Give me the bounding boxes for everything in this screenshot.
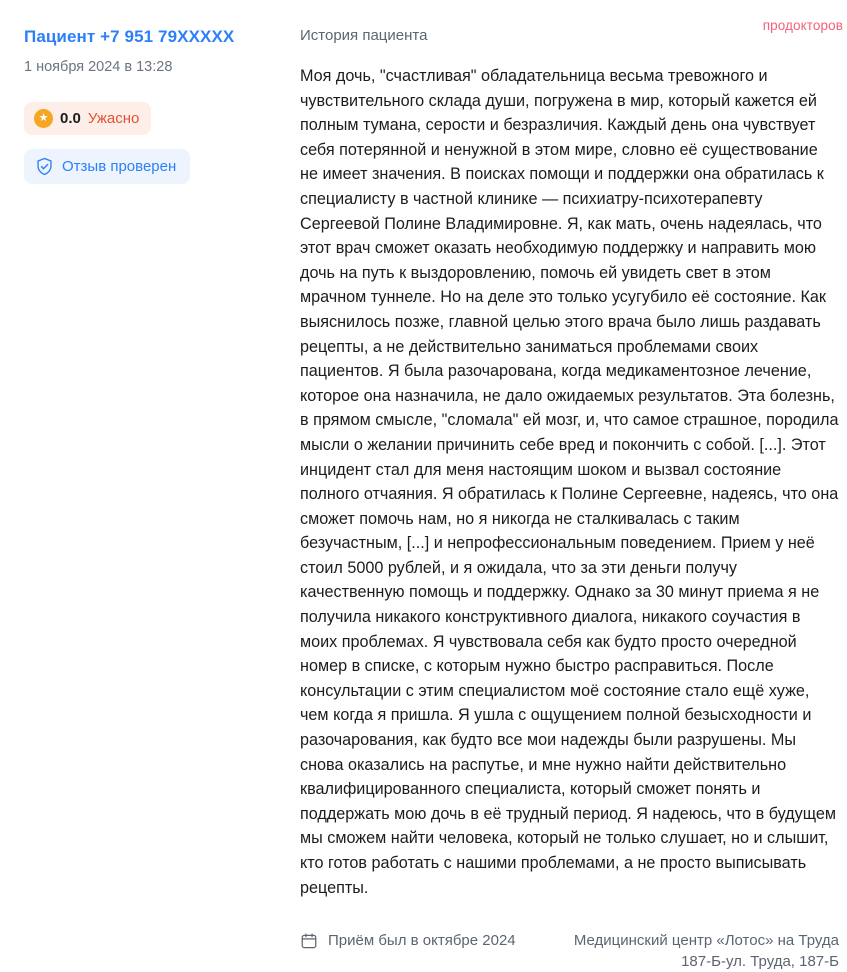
review-meta-column: [24, 18, 254, 184]
watermark-prodoctorov: продокторов: [762, 18, 843, 33]
rating-label: Ужасно: [87, 110, 140, 127]
rating-badge: [24, 102, 151, 135]
review-date: 1 ноября 2024 в 13:28: [24, 59, 173, 75]
shield-check-icon: [35, 157, 54, 176]
review-footer: [300, 930, 839, 972]
calendar-icon: [300, 932, 318, 950]
verified-badge: [24, 149, 190, 184]
visit-date-info: [300, 930, 535, 951]
review-body-text: Моя дочь, "счастливая" обладательница весьма тревожного и чувствительного склада души, погружена в мир, который кажется ей полным тумана, серости и безразличия. Каждый день она чувствует себя потерянной и ненужной в этом мире, словно её существование не имеет значения. В поисках помощи и поддержки она обратилась к специалисту в частной клинике — психиатру-психотерапевту Сергеевой Полине Владимировне. Я, как мать, очень надеялась, что этот врач сможет оказать необходимую поддержку и направить мою дочь на путь к выздоровлению, помочь ей увидеть свет в этом мрачном туннеле. Но на деле это только усугубило её состояние. Как выяснилось позже, главной целью этого врача было лишь раздавать рецепты, а не действительно заниматься проблемами своих пациентов. Я была разочарована, когда медикаментозное лечение, которое она назначила, не дало ожидаемых результатов. Эта болезнь, в прямом смысле, "сломала" ей мозг, и, что самое страшное, породила мысли о желании причинить себе вред и покончить с собой. [...]. Этот инцидент стал для меня настоящим шоком и вызвал состояние полного отчаяния. Я обратилась к Полине Сергеевне, надеясь, что она сможет помочь нам, но я никогда не сталкивалась с таким безучастным, [...] и непрофессиональным поведением. Прием у неё стоил 5000 рублей, и я ожидала, что за эти деньги получу качественную помощь и поддержку. Однако за 30 минут приема я не получила никакого конструктивного диалога, никакого соучастия в моих проблемах. Я чувствовала себя как будто просто очередной номер в списке, с которым нужно быстро расправиться. После консультации с этим специалистом моё состояние стало ещё хуже, чем когда я пришла. Я ушла с ощущением полной безысходности и разочарования, как будто все мои надежды были разрушены. Мы снова оказались на распутье, и мне нужно найти действительно квалифицированного специалиста, который сможет понять и поддержать мою дочь в её трудный период. Я надеюсь, что в будущем мы сможем найти человека, который не только слушает, но и слышит, кто готов работать с нашими проблемами, а не просто выписывать рецепты.: [300, 67, 839, 897]
patient-name-link[interactable]: Пациент +7 951 79XXXXX: [24, 27, 235, 46]
star-icon: ★: [34, 109, 53, 128]
verified-label: Отзыв проверен: [62, 158, 177, 175]
clinic-address: Медицинский центр «Лотос» на Труда 187-Б-ул. Труда, 187-Б: [573, 932, 839, 971]
visit-date-text: Приём был в октябре 2024: [328, 932, 516, 950]
rating-value: 0.0: [60, 110, 81, 127]
review-content-column: [254, 18, 843, 972]
section-title: История пациента: [300, 27, 428, 44]
